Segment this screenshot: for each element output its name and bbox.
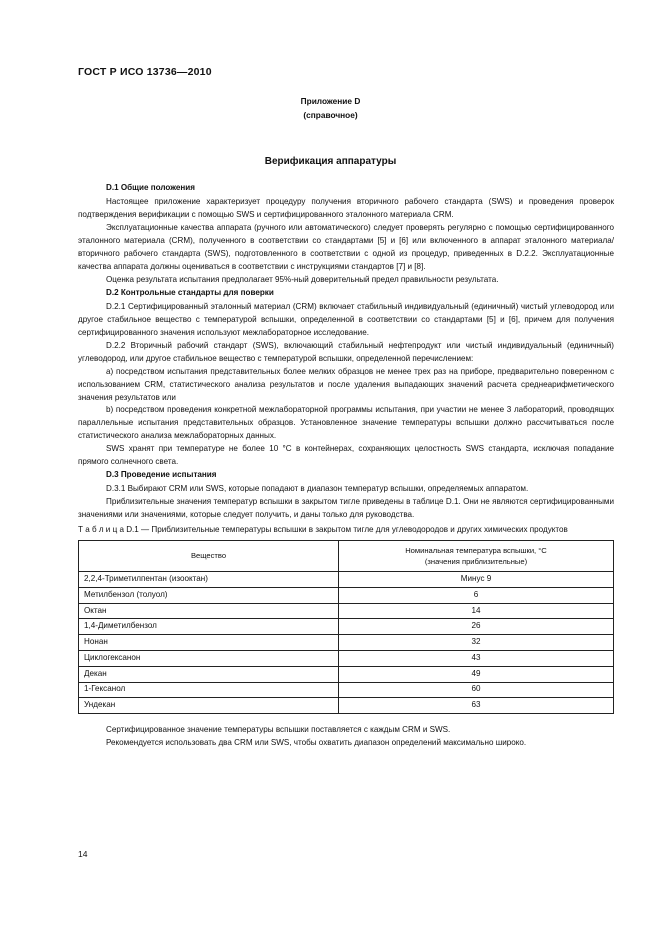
substance-cell: Нонан: [79, 635, 339, 651]
annex-label: Приложение D: [300, 96, 361, 106]
substance-cell: 1,4-Диметилбензол: [79, 619, 339, 635]
page-number: 14: [78, 849, 88, 859]
column-header-substance: Вещество: [79, 540, 339, 571]
value-cell: 49: [339, 666, 614, 682]
table-row: [79, 666, 614, 682]
column-header-flash-point: [339, 540, 614, 571]
paragraph: D.3.1 Выбирают CRM или SWS, которые попадают в диапазон температур вспышки, определяемых аппаратом.: [106, 484, 529, 494]
annex-title: Верификация аппаратуры: [264, 156, 397, 167]
section-heading-d2: D.2 Контрольные стандарты для поверки: [106, 287, 274, 297]
paragraph: Приблизительные значения температур вспышки в закрытом тигле приведены в таблице D.1. Они не являются сертифицированными значениями или значениями, которые следует получить, и даны только для руководства.: [78, 497, 614, 520]
column-header-note: (значения приблизительные): [424, 556, 528, 566]
value-cell: 26: [339, 619, 614, 635]
table-header-row: [79, 540, 614, 571]
paragraph: Эксплуатационные качества аппарата (ручного или автоматического) следует проверять регулярно с помощью сертифицированного эталонного материала (CRM), полученного в соответствии со стандартами [5] и [6] или включенного в аппарат эталонного материала/вторичного рабочего стандарта (SWS), подготовленного в соответствии с одной из процедур, приведенных в D.2.2. Эксплуатационные качества аппарата должны оцениваться в соответствии с инструкциями стандартов [7] и [8].: [78, 223, 614, 271]
value-cell: 6: [339, 587, 614, 603]
table-row: [79, 603, 614, 619]
table-row: [79, 571, 614, 587]
flash-point-table: [78, 540, 614, 714]
list-item-a: a) посредством испытания представительных более мелких образцов не менее трех раз на приборе, предварительно поверенном с использованием CRM, статистического анализа результатов и после удаления выпадающих значений расчета среднеарифметического значения результатов или: [78, 366, 614, 402]
substance-cell: Ундекан: [79, 698, 339, 714]
closing-paragraph: Сертифицированное значение температуры вспышки поставляется с каждым CRM и SWS.: [106, 725, 451, 735]
column-header-line: Номинальная температура вспышки, °С: [405, 545, 547, 555]
value-cell: 60: [339, 682, 614, 698]
substance-cell: Октан: [79, 603, 339, 619]
value-cell: 63: [339, 698, 614, 714]
annex-type: (справочное): [303, 110, 358, 120]
table-row: [79, 619, 614, 635]
paragraph: Оценка результата испытания предполагает 95%-ный доверительный предел правильности результата.: [106, 274, 499, 284]
section-heading-d3: D.3 Проведение испытания: [106, 469, 217, 479]
substance-cell: 1-Гексанол: [79, 682, 339, 698]
document-body: [78, 182, 614, 750]
list-item-b: b) посредством проведения конкретной межлабораторной программы испытания, при участии не менее 3 лабораторий, проводящих параллельные испытания представительных образцов. Установленное значение температуры вспышки должно рассчитываться после статистического анализа межлабораторных данных.: [78, 405, 614, 441]
substance-cell: 2,2,4-Триметилпентан (изооктан): [79, 571, 339, 587]
substance-cell: Декан: [79, 666, 339, 682]
table-row: [79, 650, 614, 666]
table-row: [79, 587, 614, 603]
value-cell: 32: [339, 635, 614, 651]
value-cell: Минус 9: [339, 571, 614, 587]
substance-cell: Метилбензол (толуол): [79, 587, 339, 603]
value-cell: 14: [339, 603, 614, 619]
paragraph: Настоящее приложение характеризует процедуру получения вторичного рабочего стандарта (SWS) и проведения проверок подтверждения верификации с помощью SWS и сертифицированного эталонного материала CRM.: [78, 197, 614, 220]
paragraph: D.2.1 Сертифицированный эталонный материал (CRM) включает стабильный индивидуальный (единичный) чистый углеводород или другое стабильное вещество с температурой вспышки, определенной в соответствии со стандартами [5] и [6], причем для получения сертифицированного значения используют межлабораторное исследование.: [78, 302, 614, 337]
table-row: [79, 698, 614, 714]
standard-number: ГОСТ Р ИСО 13736—2010: [78, 66, 212, 78]
value-cell: 43: [339, 650, 614, 666]
section-heading-d1: D.1 Общие положения: [106, 183, 195, 192]
paragraph: SWS хранят при температуре не более 10 °С в контейнерах, сохраняющих целостность SWS стандарта, исключая попадание прямого солнечного света.: [78, 444, 614, 467]
table-row: [79, 682, 614, 698]
paragraph: D.2.2 Вторичный рабочий стандарт (SWS), включающий стабильный нефтепродукт или чистый индивидуальный (единичный) углеводород, или другое стабильное вещество с температурой вспышки, определенной перечислением:: [78, 340, 614, 363]
table-caption: Т а б л и ц а D.1 — Приблизительные температуры вспышки в закрытом тигле для углеводородов и других химических продуктов: [78, 525, 568, 535]
table-row: [79, 635, 614, 651]
closing-paragraph: Рекомендуется использовать два CRM или SWS, чтобы охватить диапазон определений максимально широко.: [106, 738, 527, 748]
substance-cell: Циклогексанон: [79, 650, 339, 666]
